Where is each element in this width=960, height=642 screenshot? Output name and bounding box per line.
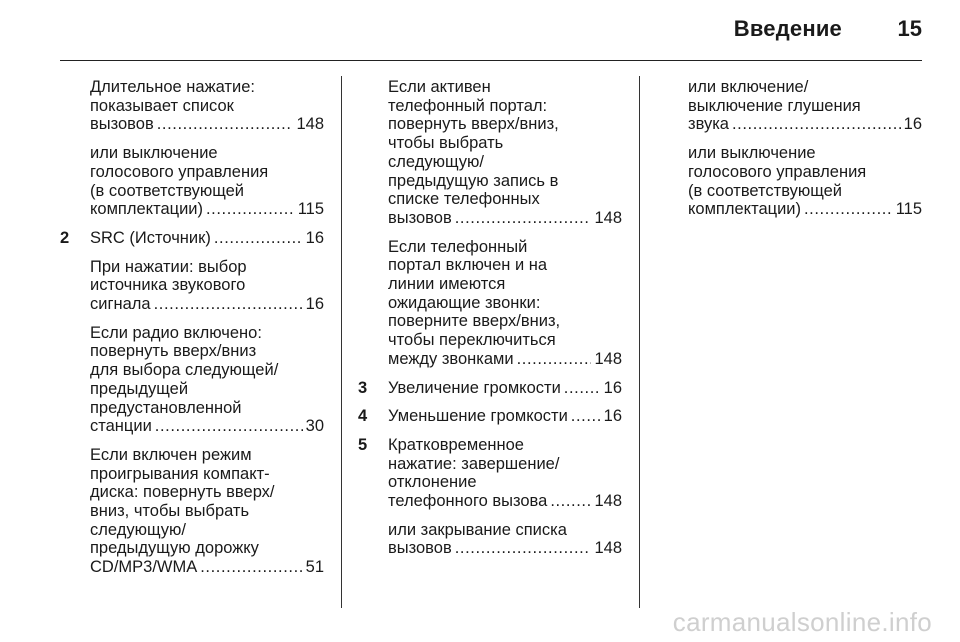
entry-text: Уменьшение громкости — [388, 407, 568, 426]
item-number: 5 — [358, 435, 368, 454]
index-entry — [90, 78, 324, 134]
index-entry — [358, 378, 622, 398]
index-entry — [358, 407, 622, 426]
index-entry — [90, 446, 324, 577]
entry-text: CD/MP3/WMA — [90, 558, 198, 577]
entry-text: списке телефонных — [388, 190, 540, 209]
entry-text: телефонный портал: — [388, 96, 548, 115]
entry-text: линии имеются — [388, 275, 506, 294]
leader-dots — [155, 417, 303, 436]
page-ref: 30 — [305, 417, 324, 436]
entry-reference — [90, 417, 324, 436]
entry-text: комплектации) — [90, 200, 203, 219]
column-divider-1 — [341, 76, 342, 608]
entry-text: предыдущей — [90, 379, 189, 398]
entry-text: поверните вверх/вниз, — [388, 312, 561, 331]
entry-text: При нажатии: выбор — [90, 257, 247, 276]
index-entry — [358, 435, 622, 511]
entry-text: сигнала — [90, 295, 151, 314]
index-entry — [688, 144, 922, 219]
page-number: 15 — [897, 16, 922, 41]
entry-text: нажатие: завершение/ — [388, 454, 560, 473]
index-entry — [388, 521, 622, 558]
entry-reference — [388, 350, 622, 369]
entry-text: для выбора следующей/ — [90, 361, 279, 380]
entry-reference — [388, 492, 622, 511]
entry-text: предыдущую дорожку — [90, 539, 259, 558]
entry-reference — [90, 558, 324, 577]
page-ref: 115 — [895, 200, 922, 219]
column-3 — [688, 78, 922, 229]
entry-text: или закрывание списка — [388, 520, 567, 539]
entry-text: предыдущую запись в — [388, 171, 559, 190]
entry-reference — [90, 229, 324, 248]
entry-text: (в соответствующей — [90, 181, 245, 200]
page-ref: 148 — [594, 349, 622, 368]
entry-text: диска: повернуть вверх/ — [90, 483, 275, 502]
entry-text: повернуть вверх/вниз, — [388, 115, 559, 134]
entry-text: следующую/ — [388, 152, 484, 171]
entry-text: чтобы выбрать — [388, 134, 504, 153]
index-entry — [60, 228, 324, 248]
entry-text: SRC (Источник) — [90, 228, 211, 247]
page-header — [0, 0, 960, 62]
entry-text: между звонками — [388, 349, 514, 368]
index-entry — [90, 258, 324, 314]
entry-text: портал включен и на — [388, 256, 548, 275]
entry-text: Длительное нажатие: — [90, 78, 255, 96]
entry-text: источника звукового — [90, 276, 246, 295]
watermark: carmanualsonline.info — [672, 607, 932, 637]
entry-text: Если активен — [388, 78, 491, 96]
entry-text: повернуть вверх/вниз — [90, 342, 257, 361]
leader-dots — [732, 115, 901, 134]
page-ref: 16 — [603, 378, 622, 397]
leader-dots — [206, 200, 295, 219]
entry-text: Если телефонный — [388, 237, 528, 256]
entry-reference — [388, 379, 622, 398]
entry-reference — [388, 407, 622, 426]
entry-text: звука — [688, 115, 729, 134]
entry-reference — [90, 295, 324, 314]
page-ref: 148 — [594, 492, 622, 511]
page-ref: 16 — [305, 295, 324, 314]
page-ref: 115 — [297, 200, 324, 219]
entry-text: Если включен режим — [90, 445, 252, 464]
entry-text: голосового управления — [688, 162, 867, 181]
entry-text: вниз, чтобы выбрать — [90, 502, 250, 521]
page-ref: 148 — [594, 208, 622, 227]
entry-reference — [688, 115, 922, 134]
entry-text: вызовов — [388, 539, 452, 558]
header-rule — [60, 60, 922, 61]
page-ref: 16 — [903, 115, 922, 134]
column-2 — [358, 78, 622, 568]
entry-text: ожидающие звонки: — [388, 293, 541, 312]
leader-dots — [214, 229, 303, 248]
entry-text: голосового управления — [90, 162, 269, 181]
entry-text: Кратковременное — [388, 435, 524, 454]
entry-text: чтобы переключиться — [388, 331, 556, 350]
page-ref: 51 — [305, 558, 324, 577]
page-ref: 16 — [603, 407, 622, 426]
entry-text: станции — [90, 417, 152, 436]
leader-dots — [200, 558, 302, 577]
index-entry — [688, 78, 922, 134]
entry-reference — [388, 209, 622, 228]
item-number: 4 — [358, 407, 368, 426]
entry-text: или выключение — [688, 144, 816, 163]
entry-reference — [90, 200, 324, 219]
page-ref: 16 — [305, 228, 324, 247]
leader-dots — [455, 209, 592, 228]
column-1 — [60, 78, 324, 587]
entry-text: проигрывания компакт- — [90, 464, 270, 483]
index-entry — [90, 144, 324, 219]
leader-dots — [157, 115, 294, 134]
entry-text: или включение/ — [688, 78, 809, 96]
index-entry — [388, 238, 622, 369]
entry-text: Увеличение громкости — [388, 378, 561, 397]
entry-text: выключение глушения — [688, 96, 861, 115]
leader-dots — [154, 295, 303, 314]
entry-text: или выключение — [90, 144, 218, 163]
entry-reference — [388, 539, 622, 558]
entry-text: показывает список — [90, 96, 234, 115]
page-title: Введение — [733, 16, 842, 41]
entry-text: отклонение — [388, 473, 477, 492]
page-ref: 148 — [594, 539, 622, 558]
page-ref: 148 — [296, 115, 324, 134]
leader-dots — [517, 350, 592, 369]
index-entry — [388, 78, 622, 228]
entry-text: вызовов — [388, 208, 452, 227]
item-number: 3 — [358, 378, 368, 397]
entry-reference — [688, 200, 922, 219]
entry-text: вызовов — [90, 115, 154, 134]
item-number: 2 — [60, 228, 70, 247]
entry-text: предустановленной — [90, 398, 242, 417]
entry-text: телефонного вызова — [388, 492, 548, 511]
entry-text: Если радио включено: — [90, 323, 262, 342]
entry-text: комплектации) — [688, 200, 801, 219]
leader-dots — [550, 492, 591, 511]
column-divider-2 — [639, 76, 640, 608]
leader-dots — [804, 200, 893, 219]
leader-dots — [455, 539, 592, 558]
entry-text: следующую/ — [90, 520, 186, 539]
entry-text: (в соответствующей — [688, 181, 843, 200]
entry-reference — [90, 115, 324, 134]
leader-dots — [564, 379, 601, 398]
leader-dots — [571, 407, 601, 426]
index-entry — [90, 324, 324, 436]
